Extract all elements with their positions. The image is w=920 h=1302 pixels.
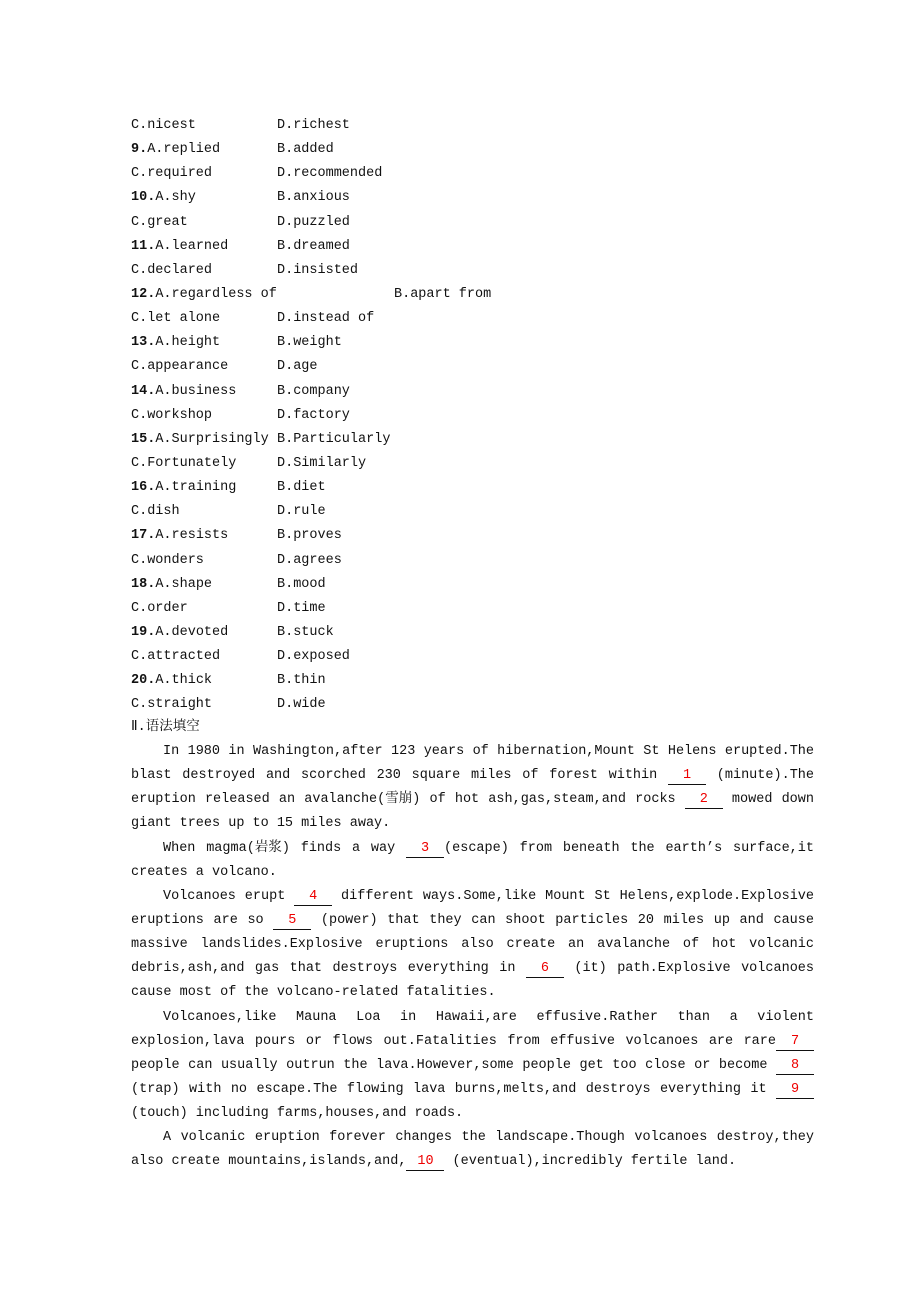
- passage-line: [131, 764, 814, 788]
- passage-line-text: creates a volcano.: [131, 864, 277, 880]
- option-text: A.learned: [155, 238, 229, 254]
- option-left: [131, 162, 212, 186]
- passage-line-text: blast destroyed and scorched 230 square miles of forest within 1 (minute).The: [131, 768, 814, 784]
- passage-line: [131, 981, 814, 1005]
- option-right: B.thin: [277, 673, 326, 689]
- passage-line: [131, 861, 814, 885]
- option-left: [131, 669, 212, 693]
- option-text: C.Fortunately: [131, 455, 237, 471]
- passage-line-text: Volcanoes erupt 4 different ways.Some,like Mount St Helens,explode.Explosive: [163, 888, 815, 904]
- option-right: D.recommended: [277, 166, 383, 182]
- option-right: B.weight: [277, 335, 342, 351]
- option-right: B.company: [277, 383, 350, 399]
- passage-line-text: giant trees up to 15 miles away.: [131, 816, 391, 832]
- passage-line-text: (touch) including farms,houses,and roads.: [131, 1106, 464, 1122]
- passage-line-text: also create mountains,islands,and, 10 (eventual),incredibly fertile land.: [131, 1154, 737, 1170]
- option-text: C.workshop: [131, 407, 213, 423]
- option-left: [131, 597, 188, 621]
- passage-line-text: cause most of the volcano-related fatalities.: [131, 985, 496, 1001]
- option-left: [131, 476, 236, 500]
- passage-line: [131, 1078, 814, 1102]
- option-right: B.proves: [277, 528, 342, 544]
- option-right: B.Particularly: [277, 431, 391, 447]
- option-right: D.age: [277, 359, 318, 375]
- option-left: [131, 259, 212, 283]
- passage-line: [131, 1102, 814, 1126]
- option-right: B.stuck: [277, 624, 334, 640]
- option-text: C.let alone: [131, 311, 221, 327]
- option-text: C.attracted: [131, 649, 221, 665]
- option-right: D.puzzled: [277, 214, 350, 230]
- option-right: B.anxious: [277, 190, 350, 206]
- option-right: B.mood: [277, 576, 326, 592]
- passage-line-text: eruptions are so 5 (power) that they can shoot particles 20 miles up and cause: [131, 912, 814, 928]
- option-text: A.resists: [155, 528, 229, 544]
- option-left: [131, 114, 196, 138]
- option-left: [131, 573, 212, 597]
- passage-line: [131, 885, 814, 909]
- option-right: D.Similarly: [277, 455, 367, 471]
- option-right: D.insisted: [277, 262, 359, 278]
- question-number: 11.: [131, 238, 156, 254]
- option-text: C.great: [131, 214, 188, 230]
- option-left: [131, 380, 236, 404]
- passage-line: [131, 1150, 814, 1174]
- passage-line: [131, 1054, 814, 1078]
- option-right: D.time: [277, 600, 326, 616]
- question-number: 14.: [131, 383, 156, 399]
- option-right: D.exposed: [277, 649, 350, 665]
- blank-number: 6: [526, 961, 564, 978]
- option-left: [131, 549, 204, 573]
- option-left: [131, 355, 228, 379]
- blank-number: 8: [776, 1058, 814, 1075]
- passage-line: [131, 957, 814, 981]
- option-right: B.dreamed: [277, 238, 350, 254]
- option-text: A.shape: [155, 576, 213, 592]
- passage-line: [131, 837, 814, 861]
- passage-line: [131, 933, 814, 957]
- option-right: D.instead of: [277, 311, 375, 327]
- grammar-passage: [131, 740, 814, 1175]
- blank-number: 10: [406, 1154, 444, 1171]
- option-text: A.business: [155, 383, 237, 399]
- passage-line-text: eruption released an avalanche(雪崩) of hot ash,gas,steam,and rocks 2 mowed down: [131, 792, 814, 808]
- passage-line: [131, 1006, 814, 1030]
- option-right: B.diet: [277, 480, 326, 496]
- passage-line-text: people can usually outrun the lava.However,some people get too close or become 8: [131, 1054, 814, 1078]
- option-text: C.declared: [131, 262, 213, 278]
- question-number: 12.: [131, 286, 156, 302]
- option-left: [131, 621, 228, 645]
- option-right: D.factory: [277, 407, 350, 423]
- question-number: 17.: [131, 528, 156, 544]
- option-left: [131, 138, 220, 162]
- option-left: [131, 307, 220, 331]
- option-left: [131, 524, 228, 548]
- option-text: C.nicest: [131, 118, 196, 133]
- option-text: C.dish: [131, 504, 180, 520]
- passage-line-text: explosion,lava pours or flows out.Fatalities from effusive volcanoes are rare 7: [131, 1030, 814, 1054]
- question-number: 16.: [131, 480, 156, 496]
- option-text: C.required: [131, 166, 213, 182]
- blank-number: 7: [776, 1034, 814, 1051]
- question-number: 20.: [131, 673, 156, 689]
- option-left: [131, 452, 236, 476]
- passage-line: [131, 1030, 814, 1054]
- blank-number: 9: [776, 1082, 814, 1099]
- option-text: C.straight: [131, 697, 213, 713]
- option-text: A.thick: [155, 673, 213, 689]
- passage-line-text: massive landslides.Explosive eruptions also create an avalanche of hot volcanic: [131, 937, 814, 953]
- blank-number: 5: [273, 913, 311, 930]
- passage-line: [131, 1126, 814, 1150]
- question-number: 13.: [131, 335, 156, 351]
- blank-number: 1: [668, 768, 706, 785]
- passage-line-text: debris,ash,and gas that destroys everything in 6 (it) path.Explosive volcanoes: [131, 961, 814, 977]
- passage-line: [131, 812, 814, 836]
- option-left: [131, 235, 228, 259]
- option-text: A.training: [155, 480, 237, 496]
- option-text: C.wonders: [131, 552, 204, 568]
- option-text: A.Surprisingly: [155, 431, 269, 447]
- option-left: [131, 500, 180, 524]
- blank-number: 2: [685, 792, 723, 809]
- section-title: Ⅱ.语法填空: [131, 720, 200, 735]
- question-number: 9.: [131, 142, 148, 158]
- question-number: 10.: [131, 190, 156, 206]
- option-right: D.richest: [277, 118, 350, 133]
- option-text: A.regardless of: [155, 286, 277, 302]
- option-text: C.order: [131, 600, 188, 616]
- option-left: [131, 331, 220, 355]
- passage-line-text: (trap) with no escape.The flowing lava burns,melts,and destroys everything it 9: [131, 1078, 814, 1102]
- option-right: D.wide: [277, 697, 326, 713]
- passage-line: [131, 788, 814, 812]
- option-left: [131, 211, 188, 235]
- option-left: [131, 645, 220, 669]
- option-left: [131, 283, 277, 307]
- option-right: D.rule: [277, 504, 326, 520]
- passage-line-text: Volcanoes,like Mauna Loa in Hawaii,are effusive.Rather than a violent: [163, 1009, 814, 1025]
- option-right: B.added: [277, 142, 334, 158]
- option-right: D.agrees: [277, 552, 342, 568]
- option-left: [131, 428, 269, 452]
- question-number: 19.: [131, 624, 156, 640]
- passage-line-text: In 1980 in Washington,after 123 years of hibernation,Mount St Helens erupted.The: [163, 744, 814, 759]
- option-right: B.apart from: [394, 286, 492, 302]
- passage-line: [131, 909, 814, 933]
- option-text: C.appearance: [131, 359, 229, 375]
- option-left: [131, 186, 196, 210]
- blank-number: 3: [406, 841, 444, 858]
- option-left: [131, 693, 212, 717]
- blank-number: 4: [294, 889, 332, 906]
- question-number: 15.: [131, 431, 156, 447]
- option-text: A.height: [155, 335, 221, 351]
- passage-line-text: A volcanic eruption forever changes the landscape.Though volcanoes destroy,they: [163, 1130, 814, 1146]
- option-left: [131, 404, 212, 428]
- passage-line-text: When magma(岩浆) finds a way 3 (escape) from beneath the earth’s surface,it: [163, 840, 814, 856]
- option-text: A.devoted: [155, 624, 229, 640]
- question-number: 18.: [131, 576, 156, 592]
- option-text: A.replied: [147, 142, 221, 158]
- passage-line: [131, 740, 814, 764]
- option-text: A.shy: [155, 190, 196, 206]
